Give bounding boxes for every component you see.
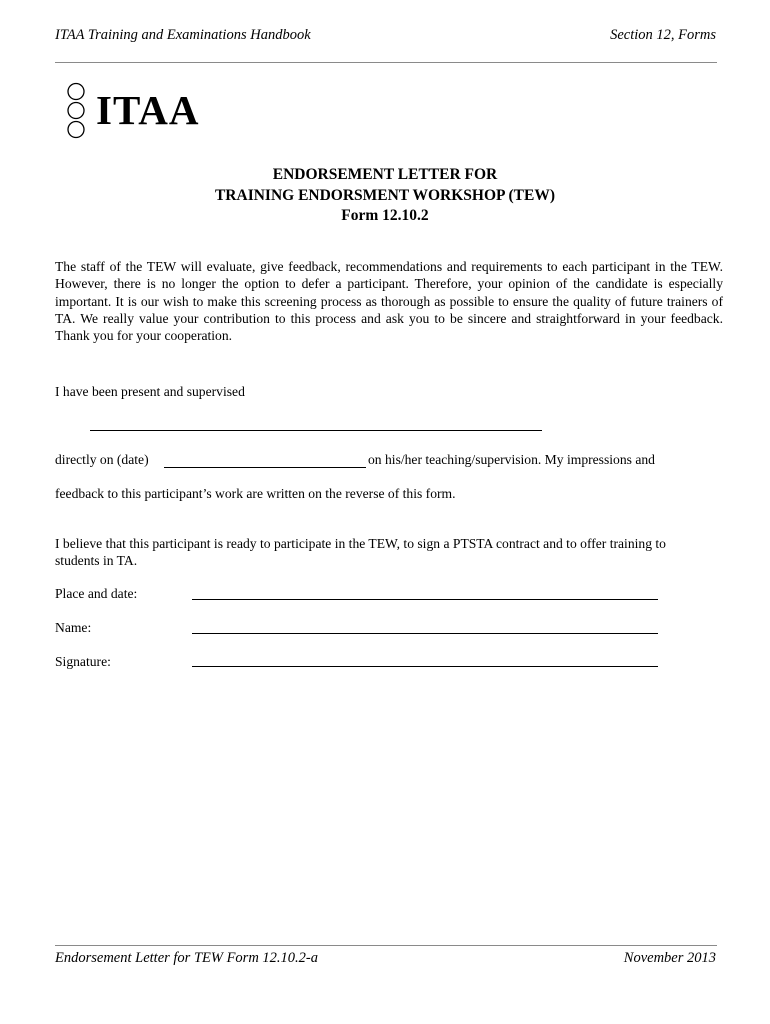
- footer-form-name: Endorsement Letter for TEW Form 12.10.2-a: [55, 950, 318, 966]
- name-field[interactable]: [192, 633, 658, 634]
- logo-wordmark: ITAA: [96, 87, 200, 133]
- place-date-label: Place and date:: [55, 586, 138, 601]
- participant-name-field[interactable]: [90, 430, 542, 431]
- place-date-field[interactable]: [192, 599, 658, 600]
- three-stacked-rings-icon: [62, 82, 90, 140]
- header-section: Section 12, Forms: [610, 27, 716, 43]
- footer-divider: [55, 945, 717, 946]
- form-title-line2: TRAINING ENDORSMENT WORKSHOP (TEW): [214, 187, 556, 204]
- supervised-label: I have been present and supervised: [55, 384, 245, 399]
- date-field[interactable]: [164, 467, 366, 468]
- signature-label: Signature:: [55, 654, 111, 669]
- feedback-text: feedback to this participant’s work are written on the reverse of this form.: [55, 486, 456, 501]
- intro-paragraph: The staff of the TEW will evaluate, give feedback, recommendations and requirements to each participant in the TEW. However, there is no longer the option to defer a participant. Therefore, your opinion of the candidate is especially important. It is our wish to make this screening process as thorough as possible to ensure the quality of future trainers of TA. We really value your contribution to this process and ask you to be sincere and straightforward in your feedback. Thank you for your cooperation.: [55, 259, 723, 344]
- form-title-line1: ENDORSEMENT LETTER FOR: [272, 166, 498, 183]
- date-prefix-label: directly on (date): [55, 452, 149, 467]
- header-title: ITAA Training and Examinations Handbook: [55, 27, 311, 43]
- header-divider: [55, 62, 717, 63]
- name-label: Name:: [55, 620, 92, 635]
- signature-field[interactable]: [192, 666, 658, 667]
- footer-date: November 2013: [623, 950, 716, 966]
- form-number: Form 12.10.2: [341, 207, 429, 224]
- belief-paragraph: I believe that this participant is ready to participate in the TEW, to sign a PTSTA contract and to offer training to students in TA.: [55, 536, 666, 569]
- date-suffix-text: on his/her teaching/supervision. My impressions and: [368, 452, 655, 467]
